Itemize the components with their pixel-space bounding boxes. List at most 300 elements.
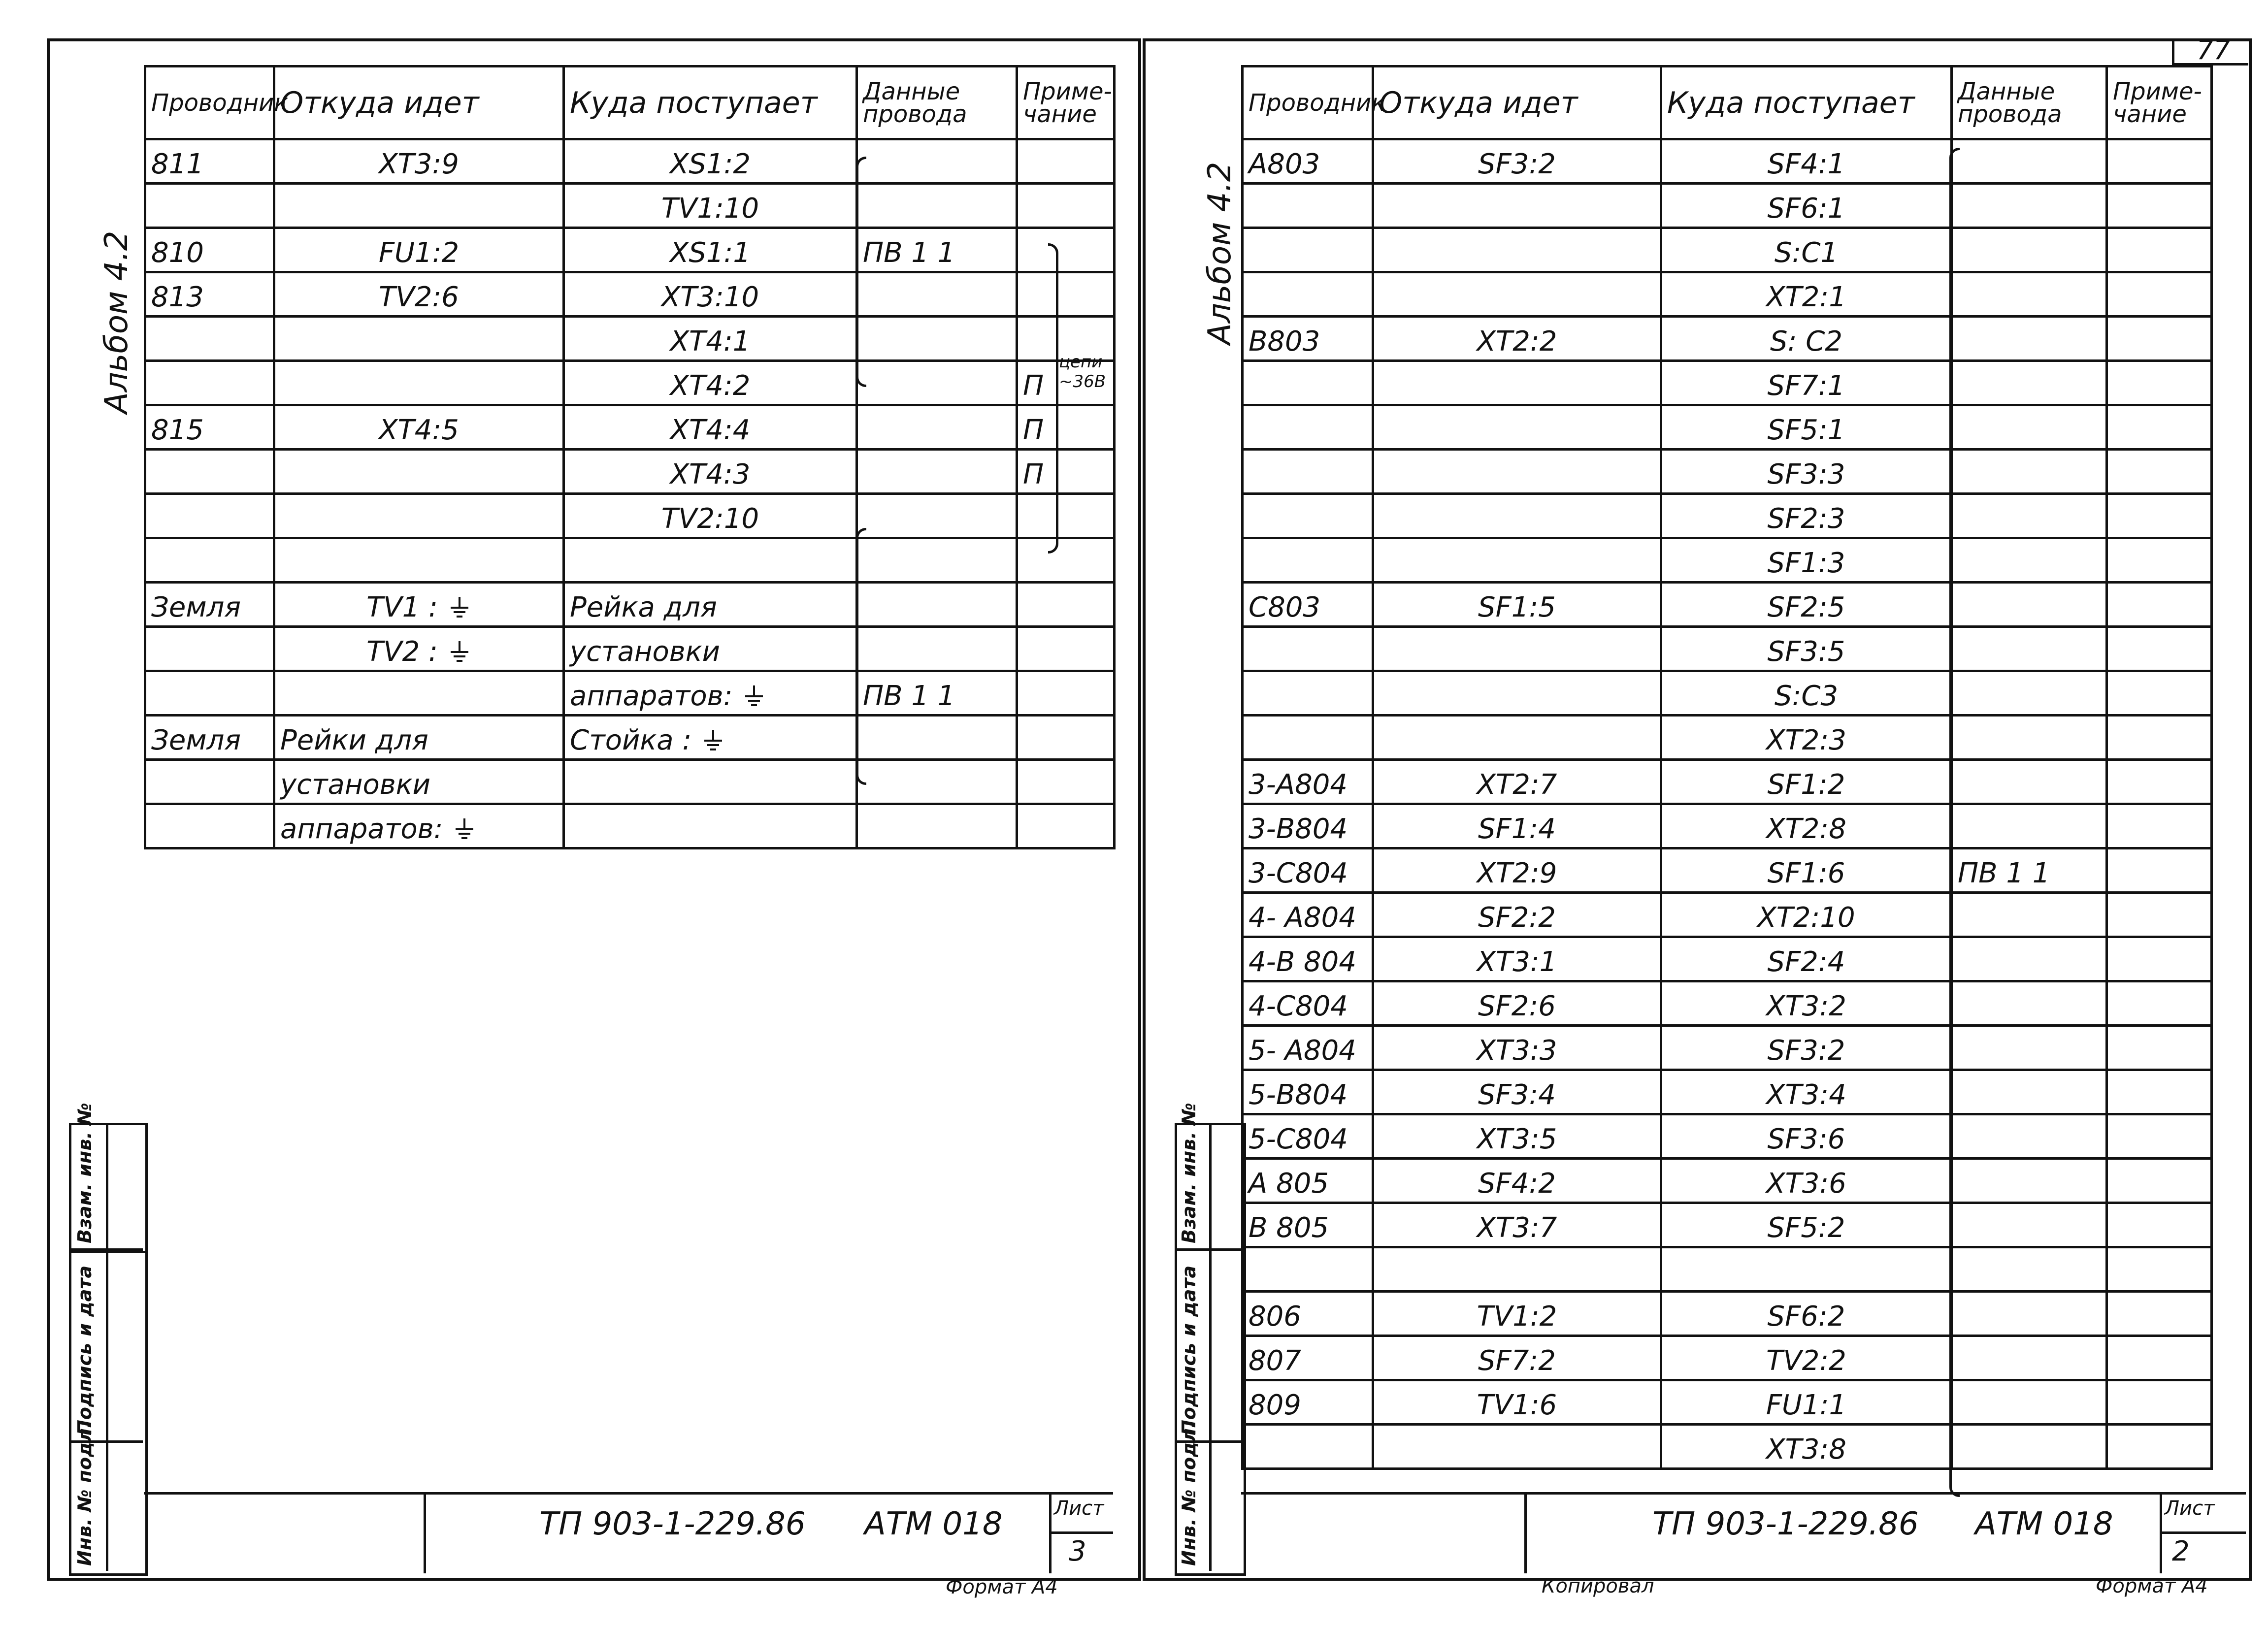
cell-conductor <box>1243 716 1373 760</box>
cell-from <box>1373 1247 1661 1292</box>
cell-to: TV2:10 <box>564 494 857 538</box>
cell-to: XT4:3 <box>564 450 857 494</box>
table-row <box>1243 716 2212 760</box>
cell-conductor: 811 <box>145 139 274 184</box>
cell-note: П <box>1017 405 1115 450</box>
cell-to: SF1:6 <box>1661 848 1952 893</box>
cell-note <box>2107 139 2212 184</box>
cell-conductor <box>1243 405 1373 450</box>
cell-to: XT3:10 <box>564 272 857 317</box>
table-row <box>145 450 1115 494</box>
cell-wire-data <box>857 583 1017 627</box>
cell-conductor: 810 <box>145 228 274 272</box>
cell-conductor <box>1243 1247 1373 1292</box>
cell-from <box>1373 272 1661 317</box>
cell-wire-data <box>1952 317 2107 361</box>
table-row <box>1243 272 2212 317</box>
cell-conductor <box>1243 1425 1373 1469</box>
cell-wire-data <box>1952 583 2107 627</box>
table-row <box>1243 1203 2212 1247</box>
header-note: Приме- чание <box>1017 66 1115 139</box>
cell-conductor <box>145 627 274 671</box>
right-format-note: Формат А4 <box>2096 1575 2208 1597</box>
cell-to: SF3:5 <box>1661 627 1952 671</box>
table-row <box>1243 848 2212 893</box>
cell-to: XT2:3 <box>1661 716 1952 760</box>
cell-wire-data <box>1952 1114 2107 1159</box>
cell-note <box>1017 272 1115 317</box>
cell-from: установки <box>274 760 564 804</box>
cell-from: XT2:2 <box>1373 317 1661 361</box>
cell-to: FU1:1 <box>1661 1380 1952 1425</box>
cell-note: П <box>1017 450 1115 494</box>
cell-conductor: 806 <box>1243 1292 1373 1336</box>
cell-wire-data: ПВ 1 1 <box>857 671 1017 716</box>
cell-conductor: 813 <box>145 272 274 317</box>
cell-from: SF2:6 <box>1373 981 1661 1026</box>
cell-note <box>2107 583 2212 627</box>
cell-conductor <box>1243 671 1373 716</box>
left-stamp-label-replace: Взам. инв. № <box>74 1103 96 1243</box>
cell-wire-data <box>857 627 1017 671</box>
left-format-note: Формат А4 <box>946 1576 1058 1598</box>
cell-to: SF2:5 <box>1661 583 1952 627</box>
cell-wire-data <box>1952 1070 2107 1114</box>
cell-from: SF7:2 <box>1373 1336 1661 1380</box>
left-album-label: Альбом 4.2 <box>99 230 135 414</box>
ground-icon <box>455 818 476 841</box>
cell-from <box>274 361 564 405</box>
cell-to <box>564 804 857 848</box>
cell-from: TV2:6 <box>274 272 564 317</box>
table-row <box>145 228 1115 272</box>
cell-note <box>2107 893 2212 937</box>
cell-wire-data <box>857 760 1017 804</box>
header-to: Куда поступает <box>564 66 857 139</box>
cell-to: XS1:2 <box>564 139 857 184</box>
table-row <box>145 361 1115 405</box>
cell-note <box>2107 1247 2212 1292</box>
cell-to: XT3:2 <box>1661 981 1952 1026</box>
cell-note <box>1017 583 1115 627</box>
cell-from: аппаратов: <box>274 804 564 848</box>
cell-from: TV1:2 <box>1373 1292 1661 1336</box>
cell-from: TV1:6 <box>1373 1380 1661 1425</box>
table-row <box>1243 1380 2212 1425</box>
right-stamp-label-inv: Инв. № подл. <box>1178 1421 1200 1566</box>
table-row <box>145 272 1115 317</box>
cell-conductor: A 805 <box>1243 1159 1373 1203</box>
table-row <box>1243 139 2212 184</box>
cell-wire-data <box>1952 981 2107 1026</box>
cell-to: XT4:4 <box>564 405 857 450</box>
cell-wire-data <box>1952 1380 2107 1425</box>
cell-conductor <box>1243 272 1373 317</box>
cell-conductor: C803 <box>1243 583 1373 627</box>
cell-note <box>2107 937 2212 981</box>
cell-conductor <box>1243 228 1373 272</box>
cell-note <box>2107 627 2212 671</box>
cell-to <box>564 538 857 583</box>
cell-to: SF7:1 <box>1661 361 1952 405</box>
cell-to: SF1:2 <box>1661 760 1952 804</box>
cell-to: SF5:2 <box>1661 1203 1952 1247</box>
table-row <box>1243 450 2212 494</box>
cell-note <box>2107 272 2212 317</box>
cell-to: S:C3 <box>1661 671 1952 716</box>
cell-conductor: 3-C804 <box>1243 848 1373 893</box>
cell-wire-data <box>857 804 1017 848</box>
cell-wire-data <box>857 184 1017 228</box>
cell-conductor: 5-B804 <box>1243 1070 1373 1114</box>
cell-wire-data <box>1952 1026 2107 1070</box>
cell-to: XT2:1 <box>1661 272 1952 317</box>
cell-from <box>1373 184 1661 228</box>
table-row <box>1243 538 2212 583</box>
cell-wire-data <box>1952 716 2107 760</box>
cell-conductor: 5-C804 <box>1243 1114 1373 1159</box>
cell-conductor: 4- A804 <box>1243 893 1373 937</box>
left-note-circuit: цепи ~36В <box>1059 352 1106 391</box>
cell-from <box>1373 228 1661 272</box>
cell-from <box>274 317 564 361</box>
cell-from <box>1373 494 1661 538</box>
cell-to: SF6:1 <box>1661 184 1952 228</box>
cell-wire-data <box>1952 272 2107 317</box>
cell-from: SF3:2 <box>1373 139 1661 184</box>
cell-wire-data <box>1952 1203 2107 1247</box>
cell-from: XT2:9 <box>1373 848 1661 893</box>
cell-conductor <box>145 804 274 848</box>
cell-from <box>274 184 564 228</box>
header-from: Откуда идет <box>1373 66 1661 139</box>
cell-conductor <box>145 317 274 361</box>
cell-from: SF4:2 <box>1373 1159 1661 1203</box>
cell-from: XT3:7 <box>1373 1203 1661 1247</box>
cell-to: SF3:3 <box>1661 450 1952 494</box>
cell-from <box>1373 671 1661 716</box>
header-from: Откуда идет <box>274 66 564 139</box>
table-row <box>145 405 1115 450</box>
table-row <box>145 760 1115 804</box>
cell-to: установки <box>564 627 857 671</box>
ground-icon <box>744 685 766 708</box>
cell-to: XT4:2 <box>564 361 857 405</box>
table-row <box>1243 317 2212 361</box>
cell-note <box>1017 804 1115 848</box>
cell-note <box>2107 804 2212 848</box>
cell-conductor: 5- A804 <box>1243 1026 1373 1070</box>
right-brace-wire-group <box>1949 148 1960 1497</box>
cell-wire-data <box>1952 1247 2107 1292</box>
cell-from <box>274 671 564 716</box>
cell-note <box>2107 1336 2212 1380</box>
cell-from: SF3:4 <box>1373 1070 1661 1114</box>
cell-note <box>2107 760 2212 804</box>
left-brace-wire-group-1 <box>856 157 866 387</box>
table-row <box>1243 1425 2212 1469</box>
cell-to: SF3:2 <box>1661 1026 1952 1070</box>
right-copied-note: Копировал <box>1542 1575 1654 1597</box>
cell-wire-data: ПВ 1 1 <box>1952 848 2107 893</box>
cell-note <box>2107 317 2212 361</box>
cell-wire-data: ПВ 1 1 <box>857 228 1017 272</box>
cell-wire-data <box>857 716 1017 760</box>
cell-from <box>274 538 564 583</box>
table-row <box>1243 627 2212 671</box>
cell-wire-data <box>1952 228 2107 272</box>
cell-conductor <box>1243 538 1373 583</box>
right-page-number: 77 <box>2197 34 2231 65</box>
right-stamp-label-sign: Подпись и дата <box>1178 1265 1200 1435</box>
table-row <box>1243 361 2212 405</box>
cell-note <box>1017 228 1115 272</box>
cell-from: SF1:4 <box>1373 804 1661 848</box>
table-row <box>145 494 1115 538</box>
cell-note <box>2107 848 2212 893</box>
table-row <box>1243 760 2212 804</box>
cell-note <box>2107 184 2212 228</box>
cell-wire-data <box>1952 893 2107 937</box>
cell-note <box>1017 184 1115 228</box>
table-row <box>145 804 1115 848</box>
cell-conductor <box>145 184 274 228</box>
cell-note <box>2107 538 2212 583</box>
cell-note <box>1017 538 1115 583</box>
cell-conductor: 3-B804 <box>1243 804 1373 848</box>
cell-to: SF1:3 <box>1661 538 1952 583</box>
right-wire-table <box>1241 65 2213 1470</box>
cell-wire-data <box>857 538 1017 583</box>
cell-from: TV2 : <box>274 627 564 671</box>
cell-to: аппаратов: <box>564 671 857 716</box>
cell-wire-data <box>1952 405 2107 450</box>
table-row <box>145 583 1115 627</box>
cell-from <box>1373 405 1661 450</box>
cell-to: XT2:10 <box>1661 893 1952 937</box>
table-row <box>1243 1114 2212 1159</box>
cell-note <box>2107 228 2212 272</box>
table-row <box>1243 1026 2212 1070</box>
left-brace-note-group <box>1048 243 1058 554</box>
table-row <box>1243 494 2212 538</box>
cell-to: XT3:4 <box>1661 1070 1952 1114</box>
cell-wire-data <box>1952 671 2107 716</box>
cell-note <box>2107 716 2212 760</box>
header-conductor: Проводник <box>145 66 274 139</box>
cell-to: TV2:2 <box>1661 1336 1952 1380</box>
cell-from: TV1 : <box>274 583 564 627</box>
ground-icon <box>450 641 471 664</box>
cell-note <box>2107 450 2212 494</box>
cell-note <box>2107 1026 2212 1070</box>
cell-to: S: C2 <box>1661 317 1952 361</box>
table-row <box>1243 228 2212 272</box>
cell-to: XT2:8 <box>1661 804 1952 848</box>
cell-wire-data <box>1952 184 2107 228</box>
table-row <box>1243 804 2212 848</box>
table-row <box>145 317 1115 361</box>
cell-from <box>1373 716 1661 760</box>
table-row <box>1243 405 2212 450</box>
cell-wire-data <box>857 405 1017 450</box>
cell-from: FU1:2 <box>274 228 564 272</box>
left-sheet-label: Лист <box>1054 1497 1104 1520</box>
cell-to: SF2:4 <box>1661 937 1952 981</box>
cell-note: П <box>1017 361 1115 405</box>
cell-wire-data <box>857 494 1017 538</box>
table-row <box>1243 1336 2212 1380</box>
header-note: Приме- чание <box>2107 66 2212 139</box>
cell-to: SF6:2 <box>1661 1292 1952 1336</box>
cell-from: XT3:1 <box>1373 937 1661 981</box>
cell-from: XT3:3 <box>1373 1026 1661 1070</box>
table-row <box>1243 1292 2212 1336</box>
cell-wire-data <box>1952 139 2107 184</box>
table-row <box>145 184 1115 228</box>
cell-from: XT4:5 <box>274 405 564 450</box>
cell-from <box>1373 1425 1661 1469</box>
cell-to: SF5:1 <box>1661 405 1952 450</box>
cell-conductor <box>1243 184 1373 228</box>
table-row <box>1243 1159 2212 1203</box>
cell-to: Стойка : <box>564 716 857 760</box>
cell-conductor: Земля <box>145 716 274 760</box>
cell-conductor <box>145 361 274 405</box>
right-album-label: Альбом 4.2 <box>1202 162 1238 345</box>
cell-to <box>1661 1247 1952 1292</box>
cell-to: XT4:1 <box>564 317 857 361</box>
cell-wire-data <box>857 317 1017 361</box>
cell-note <box>2107 1159 2212 1203</box>
cell-wire-data <box>1952 760 2107 804</box>
cell-note <box>1017 760 1115 804</box>
cell-note <box>2107 494 2212 538</box>
cell-wire-data <box>1952 361 2107 405</box>
cell-wire-data <box>1952 804 2107 848</box>
cell-to <box>564 760 857 804</box>
table-row <box>1243 1070 2212 1114</box>
cell-conductor: B 805 <box>1243 1203 1373 1247</box>
cell-conductor: 807 <box>1243 1336 1373 1380</box>
cell-to: SF3:6 <box>1661 1114 1952 1159</box>
table-row <box>1243 893 2212 937</box>
right-sheet-number: 2 <box>2172 1535 2190 1567</box>
cell-wire-data <box>1952 1159 2107 1203</box>
cell-from <box>1373 538 1661 583</box>
cell-conductor <box>1243 361 1373 405</box>
cell-conductor: 809 <box>1243 1380 1373 1425</box>
cell-wire-data <box>1952 937 2107 981</box>
cell-conductor: 815 <box>145 405 274 450</box>
cell-conductor <box>145 760 274 804</box>
right-sheet-label: Лист <box>2165 1497 2215 1520</box>
cell-conductor <box>145 671 274 716</box>
cell-note <box>2107 1114 2212 1159</box>
cell-from <box>274 494 564 538</box>
table-row <box>145 627 1115 671</box>
cell-from: XT3:9 <box>274 139 564 184</box>
cell-note <box>1017 139 1115 184</box>
ground-icon <box>703 730 725 752</box>
cell-to: SF2:3 <box>1661 494 1952 538</box>
cell-note <box>2107 671 2212 716</box>
table-row <box>1243 981 2212 1026</box>
table-row <box>1243 184 2212 228</box>
cell-to: XT3:6 <box>1661 1159 1952 1203</box>
table-row <box>145 716 1115 760</box>
cell-wire-data <box>1952 1425 2107 1469</box>
header-to: Куда поступает <box>1661 66 1952 139</box>
cell-from: Рейки для <box>274 716 564 760</box>
cell-from <box>1373 361 1661 405</box>
cell-to: XS1:1 <box>564 228 857 272</box>
cell-from <box>1373 627 1661 671</box>
header-wire-data: Данные провода <box>857 66 1017 139</box>
table-row <box>145 139 1115 184</box>
cell-to: SF4:1 <box>1661 139 1952 184</box>
cell-from: XT3:5 <box>1373 1114 1661 1159</box>
cell-conductor: 4-B 804 <box>1243 937 1373 981</box>
cell-from <box>274 450 564 494</box>
ground-icon <box>450 597 471 619</box>
right-title-code: ТП 903-1-229.86 <box>1652 1506 1919 1542</box>
table-row <box>1243 1247 2212 1292</box>
cell-conductor <box>1243 627 1373 671</box>
cell-note <box>1017 671 1115 716</box>
left-stamp-label-inv: Инв. № подл. <box>74 1421 96 1566</box>
cell-note <box>2107 981 2212 1026</box>
cell-wire-data <box>857 450 1017 494</box>
cell-to: XT3:8 <box>1661 1425 1952 1469</box>
cell-wire-data <box>1952 1336 2107 1380</box>
header-conductor: Проводник <box>1243 66 1373 139</box>
cell-wire-data <box>857 361 1017 405</box>
left-sheet-number: 3 <box>1069 1535 1086 1567</box>
cell-note <box>2107 1380 2212 1425</box>
cell-wire-data <box>857 139 1017 184</box>
table-row <box>1243 583 2212 627</box>
right-title-doc: АТМ 018 <box>1975 1506 2113 1542</box>
left-title-code: ТП 903-1-229.86 <box>539 1506 806 1542</box>
cell-note <box>2107 361 2212 405</box>
cell-from: SF1:5 <box>1373 583 1661 627</box>
table-row <box>145 671 1115 716</box>
cell-conductor: A803 <box>1243 139 1373 184</box>
left-title-doc: АТМ 018 <box>864 1506 1003 1542</box>
cell-to: Рейка для <box>564 583 857 627</box>
left-brace-wire-group-2 <box>856 528 866 785</box>
cell-note <box>2107 1292 2212 1336</box>
cell-conductor <box>1243 494 1373 538</box>
cell-from <box>1373 450 1661 494</box>
cell-conductor <box>145 450 274 494</box>
cell-conductor <box>145 494 274 538</box>
cell-wire-data <box>1952 627 2107 671</box>
cell-conductor: 3-A804 <box>1243 760 1373 804</box>
cell-conductor <box>1243 450 1373 494</box>
cell-note <box>1017 494 1115 538</box>
left-stamp-label-sign: Подпись и дата <box>74 1265 96 1435</box>
header-wire-data: Данные провода <box>1952 66 2107 139</box>
table-row <box>1243 671 2212 716</box>
cell-wire-data <box>1952 538 2107 583</box>
cell-note <box>2107 1070 2212 1114</box>
cell-wire-data <box>857 272 1017 317</box>
cell-wire-data <box>1952 450 2107 494</box>
cell-to: TV1:10 <box>564 184 857 228</box>
cell-wire-data <box>1952 494 2107 538</box>
